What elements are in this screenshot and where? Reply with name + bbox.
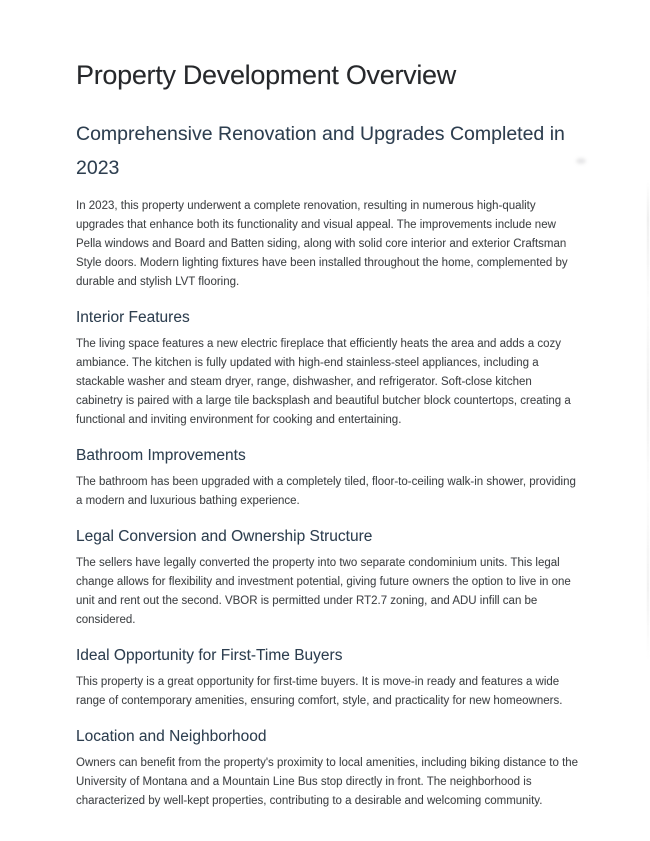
intro-paragraph: In 2023, this property underwent a complete renovation, resulting in numerous high-quality upgrades that enhance both its functionality and visual appeal. The improvements include new Pella windows and Board and Batten siding, along with solid core interior and exterior Craftsman Style doors. Modern lighting fixtures have been installed throughout the home, complemented by durable and stylish LVT flooring. bbox=[76, 200, 568, 288]
document-section bbox=[76, 528, 579, 630]
section-heading: Ideal Opportunity for First-Time Buyers bbox=[76, 647, 343, 664]
section-heading: Location and Neighborhood bbox=[76, 728, 267, 745]
section-body: The living space features a new electric fireplace that efficiently heats the area and adds a cozy ambiance. The kitchen is fully updated with high-end stainless-steel appliances, including a stackable washer and steam dryer, range, dishwasher, and refrigerator. Soft-close kitchen cabinetry is paired with a large tile backsplash and beautiful butcher block countertops, creating a functional and inviting environment for cooking and entertaining. bbox=[76, 338, 571, 426]
section-body: The bathroom has been upgraded with a completely tiled, floor-to-ceiling walk-in shower, providing a modern and luxurious bathing experience. bbox=[76, 476, 576, 507]
document-section bbox=[76, 647, 579, 711]
scan-smudge-artifact bbox=[576, 158, 586, 164]
document-subtitle: Comprehensive Renovation and Upgrades Completed in 2023 bbox=[76, 123, 565, 179]
section-heading: Bathroom Improvements bbox=[76, 447, 246, 464]
document-section bbox=[76, 728, 579, 811]
document-section bbox=[76, 447, 579, 511]
section-body: The sellers have legally converted the property into two separate condominium units. This legal change allows for flexibility and investment potential, giving future owners the option to live in one unit and rent out the second. VBOR is permitted under RT2.7 zoning, and ADU infill can be considered. bbox=[76, 557, 571, 626]
page-title: Property Development Overview bbox=[76, 60, 456, 90]
section-heading: Legal Conversion and Ownership Structure bbox=[76, 528, 373, 545]
document-content bbox=[76, 60, 579, 811]
section-heading: Interior Features bbox=[76, 309, 190, 326]
section-body: This property is a great opportunity for first-time buyers. It is move-in ready and features a wide range of contemporary amenities, ensuring comfort, style, and practicality for new homeowners. bbox=[76, 676, 563, 707]
section-body: Owners can benefit from the property's proximity to local amenities, including biking distance to the University of Montana and a Mountain Line Bus stop directly in front. The neighborhood is characterized by well-kept properties, contributing to a desirable and welcoming community. bbox=[76, 757, 579, 807]
document-section bbox=[76, 309, 579, 430]
scan-edge-shadow bbox=[647, 180, 649, 660]
